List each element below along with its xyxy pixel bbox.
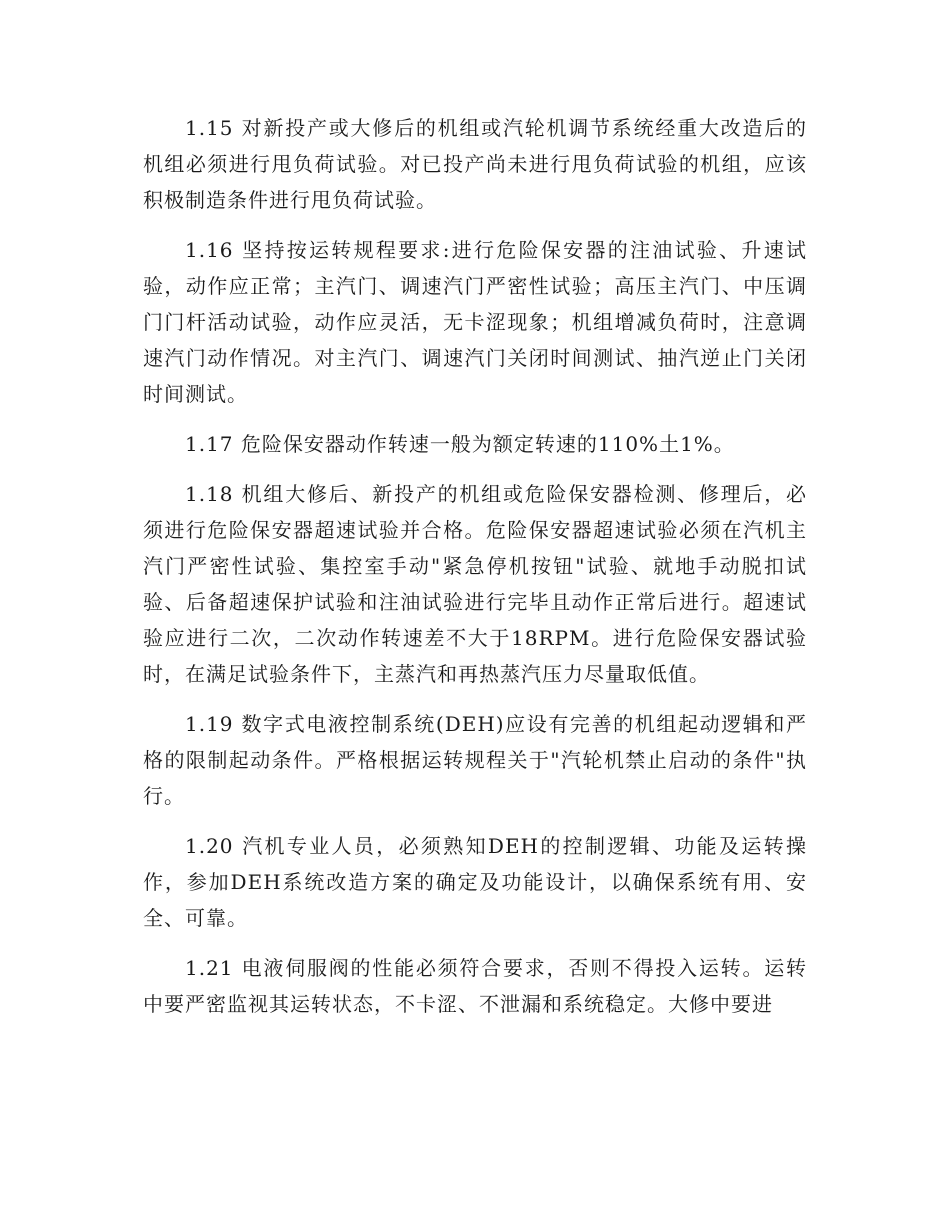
paragraph-1-15: 1.15 对新投产或大修后的机组或汽轮机调节系统经重大改造后的机组必须进行甩负荷试验。对已投产尚未进行甩负荷试验的机组，应该积极制造条件进行甩负荷试验。 xyxy=(143,116,807,212)
paragraph-1-20: 1.20 汽机专业人员，必须熟知DEH的控制逻辑、功能及运转操作，参加DEH系统改造方案的确定及功能设计，以确保系统有用、安全、可靠。 xyxy=(143,834,807,930)
paragraph-1-16: 1.16 坚持按运转规程要求:进行危险保安器的注油试验、升速试验，动作应正常；主汽门、调速汽门严密性试验；高压主汽门、中压调门门杆活动试验，动作应灵活，无卡涩现象；机组增减负荷时，注意调速汽门动作情况。对主汽门、调速汽门关闭时间测试、抽汽逆止门关闭时间测试。 xyxy=(143,238,807,406)
paragraph-1-18: 1.18 机组大修后、新投产的机组或危险保安器检测、修理后，必须进行危险保安器超速试验并合格。危险保安器超速试验必须在汽机主汽门严密性试验、集控室手动"紧急停机按钮"试验、就地手动脱扣试验、后备超速保护试验和注油试验进行完毕且动作正常后进行。超速试验应进行二次，二次动作转速差不大于18RPM。进行危险保安器试验时，在满足试验条件下，主蒸汽和再热蒸汽压力尽量取低值。 xyxy=(143,482,807,686)
paragraph-1-17: 1.17 危险保安器动作转速一般为额定转速的110%土1%。 xyxy=(185,432,735,456)
paragraph-1-19: 1.19 数字式电液控制系统(DEH)应设有完善的机组起动逻辑和严格的限制起动条件。严格根据运转规程关于"汽轮机禁止启动的条件"执行。 xyxy=(143,712,807,808)
document-body xyxy=(143,110,807,1036)
paragraph-1-21: 1.21 电液伺服阀的性能必须符合要求，否则不得投入运转。运转中要严密监视其运转状态，不卡涩、不泄漏和系统稳定。大修中要进 xyxy=(143,956,807,1016)
